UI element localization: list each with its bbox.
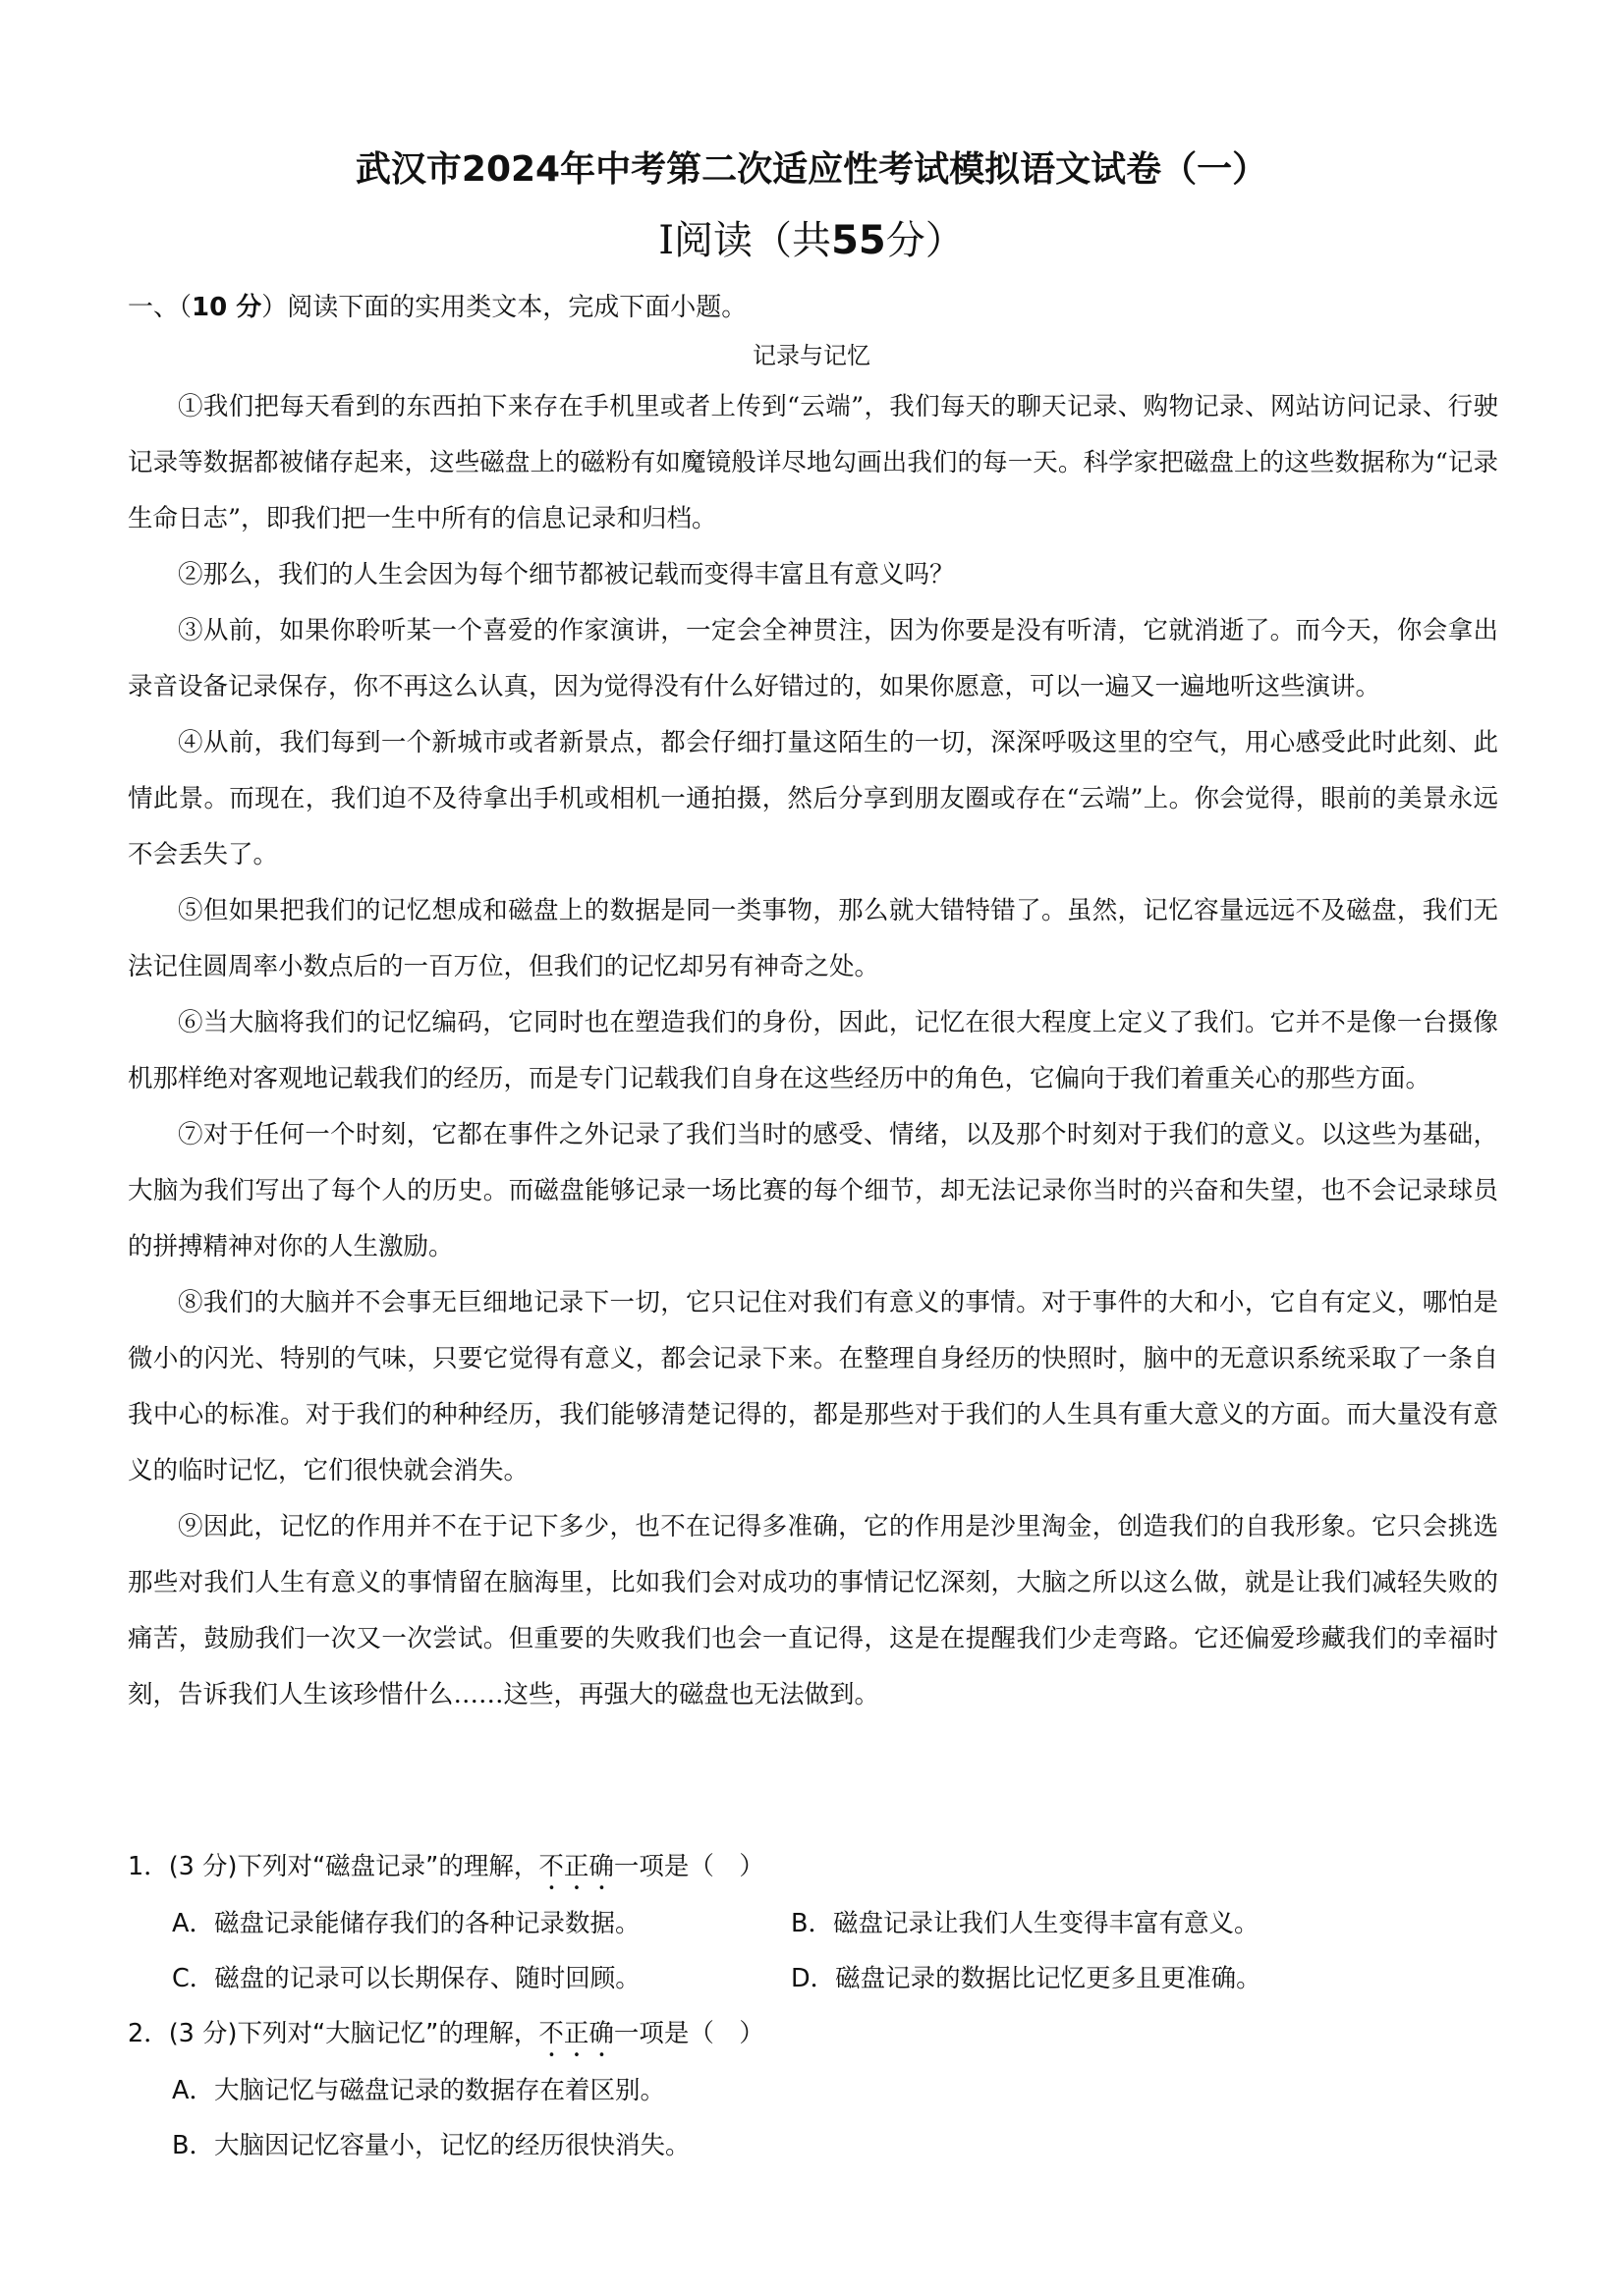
part-heading-points: 55	[831, 218, 886, 263]
question-1-option-c[interactable]: C．磁盘的记录可以长期保存、随时回顾。	[172, 1964, 641, 1993]
paragraph-9: ⑨因此，记忆的作用并不在于记下多少，也不在记得多准确，它的作用是沙里淘金，创造我们的自我形象。它只会挑选那些对我们人生有意义的事情留在脑海里，比如我们会对成功的事情记忆深刻，大脑之所以这么做，就是让我们减轻失败的痛苦，鼓励我们一次又一次尝试。但重要的失败我们也会一直记得，这是在提醒我们少走弯路。它还偏爱珍藏我们的幸福时刻，告诉我们人生该珍惜什么……这些，再强大的磁盘也无法做到。	[128, 1512, 1498, 1709]
paragraph-8: ⑧我们的大脑并不会事无巨细地记录下一切，它只记住对我们有意义的事情。对于事件的大和小，它自有定义，哪怕是微小的闪光、特别的气味，只要它觉得有意义，都会记录下来。在整理自身经历的快照时，脑中的无意识系统采取了一条自我中心的标准。对于我们的种种经历，我们能够清楚记得的，都是那些对于我们的人生具有重大意义的方面。而大量没有意义的临时记忆，它们很快就会消失。	[128, 1288, 1498, 1485]
part-heading	[0, 216, 1623, 265]
section-instruction	[128, 291, 747, 324]
exam-title: 武汉市2024年中考第二次适应性考试模拟语文试卷（一）	[355, 149, 1268, 190]
article-title: 记录与记忆	[753, 342, 870, 369]
question-1-stem-post: 一项是（ ）	[613, 1852, 764, 1881]
question-1-option-b[interactable]: B．磁盘记录让我们人生变得丰富有意义。	[791, 1909, 1259, 1938]
paragraph-4: ④从前，我们每到一个新城市或者新景点，都会仔细打量这陌生的一切，深深呼吸这里的空气，用心感受此时此刻、此情此景。而现在，我们迫不及待拿出手机或相机一通拍摄，然后分享到朋友圈或存在“云端”上。你会觉得，眼前的美景永远不会丢失了。	[128, 728, 1498, 869]
question-list	[128, 1839, 1498, 2173]
question-1-stem-pre: 1．(3 分)下列对“磁盘记录”的理解，	[128, 1852, 539, 1881]
section-suffix: ）阅读下面的实用类文本，完成下面小题。	[261, 293, 748, 322]
question-1-options-row-2	[128, 1951, 1498, 2006]
question-1-stem	[128, 1839, 1498, 1896]
paragraph-7: ⑦对于任何一个时刻，它都在事件之外记录了我们当时的感受、情绪，以及那个时刻对于我们的意义。以这些为基础，大脑为我们写出了每个人的历史。而磁盘能够记录一场比赛的每个细节，却无法记录你当时的兴奋和失望，也不会记录球员的拼搏精神对你的人生激励。	[128, 1120, 1498, 1261]
paragraph-3: ③从前，如果你聆听某一个喜爱的作家演讲，一定会全神贯注，因为你要是没有听清，它就消逝了。而今天，你会拿出录音设备记录保存，你不再这么认真，因为觉得没有什么好错过的，如果你愿意，可以一遍又一遍地听这些演讲。	[128, 616, 1498, 701]
question-1-option-d[interactable]: D．磁盘记录的数据比记忆更多且更准确。	[791, 1964, 1261, 1993]
paragraph-6: ⑥当大脑将我们的记忆编码，它同时也在塑造我们的身份，因此，记忆在很大程度上定义了我们。它并不是像一台摄像机那样绝对客观地记载我们的经历，而是专门记载我们自身在这些经历中的角色，它偏向于我们着重关心的那些方面。	[128, 1008, 1498, 1093]
question-2-stem-pre: 2．(3 分)下列对“大脑记忆”的理解，	[128, 2019, 539, 2048]
section-prefix: 一、（	[128, 293, 193, 322]
article-body	[128, 379, 1498, 1723]
question-1-emphasis: 不正确	[538, 1852, 614, 1881]
paragraph-1: ①我们把每天看到的东西拍下来存在手机里或者上传到“云端”，我们每天的聊天记录、购物记录、网站访问记录、行驶记录等数据都被储存起来，这些磁盘上的磁粉有如魔镜般详尽地勾画出我们的每一天。科学家把磁盘上的这些数据称为“记录生命日志”，即我们把一生中所有的信息记录和归档。	[128, 392, 1498, 533]
question-2-stem	[128, 2006, 1498, 2063]
question-2-stem-post: 一项是（ ）	[613, 2019, 764, 2048]
part-heading-prefix: Ⅰ阅读（共	[658, 218, 832, 263]
question-2-emphasis: 不正确	[538, 2019, 614, 2048]
paragraph-5: ⑤但如果把我们的记忆想成和磁盘上的数据是同一类事物，那么就大错特错了。虽然，记忆容量远远不及磁盘，我们无法记住圆周率小数点后的一百万位，但我们的记忆却另有神奇之处。	[128, 896, 1498, 981]
question-2-option-b[interactable]: B．大脑因记忆容量小，记忆的经历很快消失。	[172, 2131, 691, 2160]
paragraph-2: ②那么，我们的人生会因为每个细节都被记载而变得丰富且有意义吗？	[178, 560, 955, 589]
question-1-option-a[interactable]: A．磁盘记录能储存我们的各种记录数据。	[172, 1909, 641, 1938]
section-points: 10 分	[192, 293, 262, 322]
part-heading-suffix: 分）	[885, 218, 965, 263]
question-2-option-a[interactable]: A．大脑记忆与磁盘记录的数据存在着区别。	[172, 2076, 665, 2105]
question-1-options-row-1	[128, 1896, 1498, 1951]
